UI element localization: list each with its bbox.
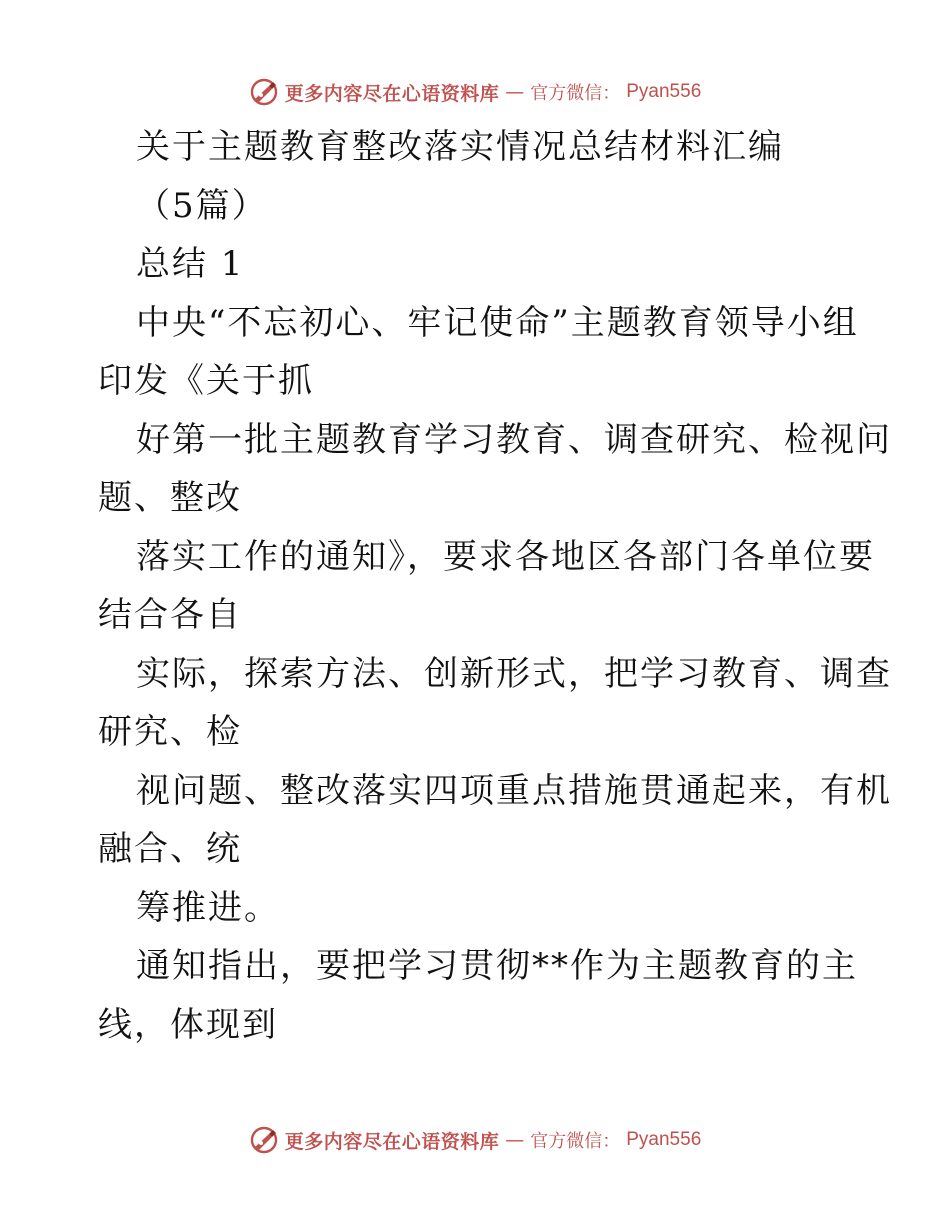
document-body (98, 118, 892, 1054)
watermark-wechat-id: Pyan556 (626, 81, 702, 102)
watermark-title: 更多内容尽在心语资料库 (284, 82, 500, 105)
document-subtitle: （5篇） (136, 185, 268, 226)
pen-logo-icon (249, 1125, 279, 1155)
document-title: 关于主题教育整改落实情况总结材料汇编 (136, 127, 784, 167)
body-line: 实际，探索方法、创新形式，把学习教育、调查 (136, 653, 892, 694)
watermark-wechat-label: 官方微信： (530, 83, 621, 104)
body-line: 视问题、整改落实四项重点措施贯通起来，有机 (136, 770, 892, 811)
body-line: 印发《关于抓 (98, 361, 314, 401)
watermark-separator: — (505, 81, 525, 103)
watermark-wechat-id: Pyan556 (626, 1129, 702, 1150)
watermark-title: 更多内容尽在心语资料库 (284, 1130, 500, 1153)
body-line: 题、整改 (98, 478, 242, 518)
body-line: 中央“不忘初心、牢记使命”主题教育领导小组 (136, 302, 859, 343)
watermark-wechat-label: 官方微信： (530, 1131, 621, 1152)
section-heading: 总结 1 (136, 244, 245, 284)
pen-logo-icon (249, 77, 279, 107)
body-line: 线，体现到 (98, 1004, 278, 1045)
body-line: 通知指出，要把学习贯彻**作为主题教育的主 (136, 946, 858, 986)
watermark-separator: — (505, 1129, 525, 1151)
body-line: 结合各自 (98, 595, 242, 635)
body-line: 好第一批主题教育学习教育、调查研究、检视问 (136, 419, 892, 460)
body-line: 融合、统 (98, 829, 242, 869)
footer-watermark (0, 1120, 950, 1160)
body-line: 筹推进。 (136, 887, 280, 928)
body-line: 落实工作的通知》，要求各地区各部门各单位要 (136, 536, 875, 577)
header-watermark (0, 72, 950, 112)
body-line: 研究、检 (98, 712, 242, 752)
